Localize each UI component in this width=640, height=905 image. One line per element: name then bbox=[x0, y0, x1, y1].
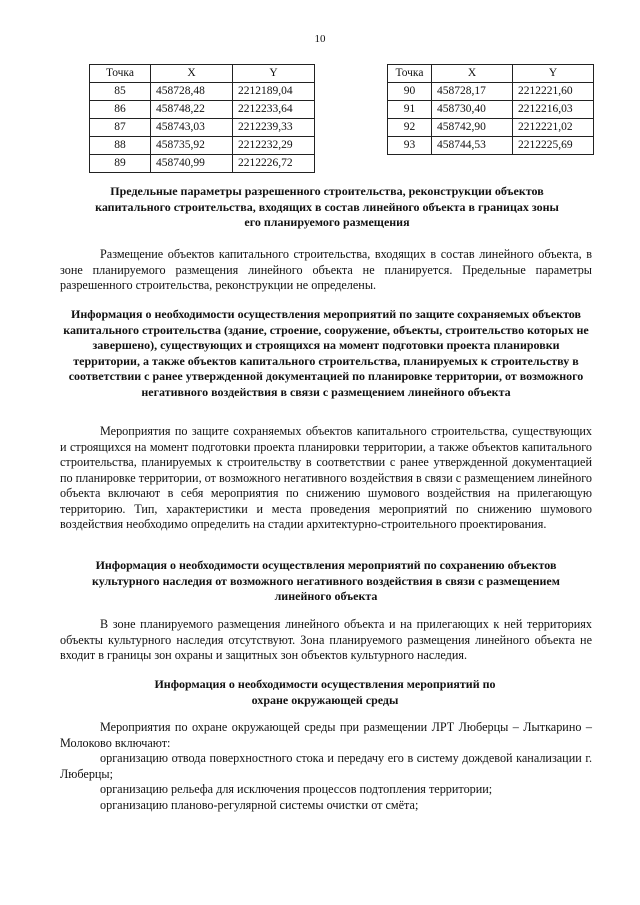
section-text-cultural-heritage: В зоне планируемого размещения линейного объекта и на прилегающих к ней территориях объекты культурного наследия отсутствуют. Зона планируемого размещения линейного объекта не входит в границы зон охраны и защитных зон объектов культурного наследия. bbox=[60, 617, 592, 662]
point-cell: 92 bbox=[388, 119, 432, 137]
column-header-x: X bbox=[432, 65, 513, 83]
table-row bbox=[388, 101, 594, 119]
section-heading-cultural-heritage: Информация о необходимости осуществления мероприятий по сохранению объектов культурного наследия от возможного негативного воздействия в связи с размещением линейного объекта bbox=[92, 558, 560, 603]
x-cell: 458728,48 bbox=[151, 83, 233, 101]
section-heading-protection-measures: Информация о необходимости осуществления мероприятий по защите сохраняемых объектов капитального строительства (здание, строение, сооружение, объекты, строительство которых не завершено), существующих и строящихся на момент подготовки проекта планировки территории, а также объектов капитального строительства, планируемых к строительству в соответствии с ранее утвержденной документацией по планировке территории, от возможного негативного воздействия в связи с размещением линейного объекта bbox=[63, 307, 589, 399]
point-cell: 85 bbox=[90, 83, 151, 101]
section-heading-construction-limits: Предельные параметры разрешенного строительства, реконструкции объектов капитального строительства, входящих в состав линейного объекта в границах зоны его планируемого размещения bbox=[95, 184, 559, 229]
y-cell: 2212216,03 bbox=[513, 101, 594, 119]
point-cell: 93 bbox=[388, 137, 432, 155]
table-row bbox=[90, 83, 315, 101]
y-cell: 2212239,33 bbox=[233, 119, 315, 137]
table-row bbox=[388, 119, 594, 137]
x-cell: 458728,17 bbox=[432, 83, 513, 101]
point-cell: 89 bbox=[90, 155, 151, 173]
column-header-point: Точка bbox=[90, 65, 151, 83]
x-cell: 458730,40 bbox=[432, 101, 513, 119]
x-cell: 458744,53 bbox=[432, 137, 513, 155]
table-row bbox=[90, 101, 315, 119]
x-cell: 458740,99 bbox=[151, 155, 233, 173]
section-heading-environment: Информация о необходимости осуществления мероприятий по охране окружающей среды bbox=[154, 677, 496, 707]
y-cell: 2212221,60 bbox=[513, 83, 594, 101]
section-text-protection-measures: Мероприятия по защите сохраняемых объектов капитального строительства, существующих и строящихся на момент подготовки проекта планировки территории, а также объектов капитального строительства, планируемых к строительству в соответствии с ранее утвержденной документацией по планировке территории, от возможного негативного воздействия в связи с размещением линейного объекта включают в себя мероприятия по снижению шумового воздействия на прилегающую территорию. Тип, характеристики и места проведения мероприятий по снижению шумового воздействия необходимо определить на стадии архитектурно-строительного проектирования. bbox=[60, 424, 592, 531]
y-cell: 2212232,29 bbox=[233, 137, 315, 155]
section-text-construction-limits: Размещение объектов капитального строительства, входящих в состав линейного объекта, в зоне планируемого размещения линейного объекта не планируется. Предельные параметры разрешенного строительства, реконструкции не определены. bbox=[60, 247, 592, 292]
x-cell: 458735,92 bbox=[151, 137, 233, 155]
coordinates-table-right bbox=[387, 64, 594, 155]
point-cell: 86 bbox=[90, 101, 151, 119]
coordinates-table-left bbox=[89, 64, 315, 173]
list-item: организацию рельефа для исключения процессов подтопления территории; bbox=[100, 782, 493, 796]
y-cell: 2212221,02 bbox=[513, 119, 594, 137]
table-header-row bbox=[388, 65, 594, 83]
table-row bbox=[90, 119, 315, 137]
list-item: организацию отвода поверхностного стока и передачу его в систему дождевой канализации г. Люберцы; bbox=[60, 751, 592, 781]
x-cell: 458743,03 bbox=[151, 119, 233, 137]
column-header-point: Точка bbox=[388, 65, 432, 83]
y-cell: 2212189,04 bbox=[233, 83, 315, 101]
y-cell: 2212233,64 bbox=[233, 101, 315, 119]
table-row bbox=[90, 137, 315, 155]
x-cell: 458748,22 bbox=[151, 101, 233, 119]
y-cell: 2212225,69 bbox=[513, 137, 594, 155]
table-row bbox=[90, 155, 315, 173]
column-header-y: Y bbox=[233, 65, 315, 83]
table-row bbox=[388, 137, 594, 155]
point-cell: 91 bbox=[388, 101, 432, 119]
table-row bbox=[388, 83, 594, 101]
point-cell: 87 bbox=[90, 119, 151, 137]
point-cell: 88 bbox=[90, 137, 151, 155]
column-header-y: Y bbox=[513, 65, 594, 83]
list-item: организацию планово-регулярной системы очистки от смёта; bbox=[100, 798, 419, 812]
table-header-row bbox=[90, 65, 315, 83]
point-cell: 90 bbox=[388, 83, 432, 101]
section-text-environment: Мероприятия по охране окружающей среды при размещении ЛРТ Люберцы – Лыткарино – Молоково включают: bbox=[60, 720, 592, 750]
page-number: 10 bbox=[314, 33, 326, 45]
y-cell: 2212226,72 bbox=[233, 155, 315, 173]
x-cell: 458742,90 bbox=[432, 119, 513, 137]
column-header-x: X bbox=[151, 65, 233, 83]
